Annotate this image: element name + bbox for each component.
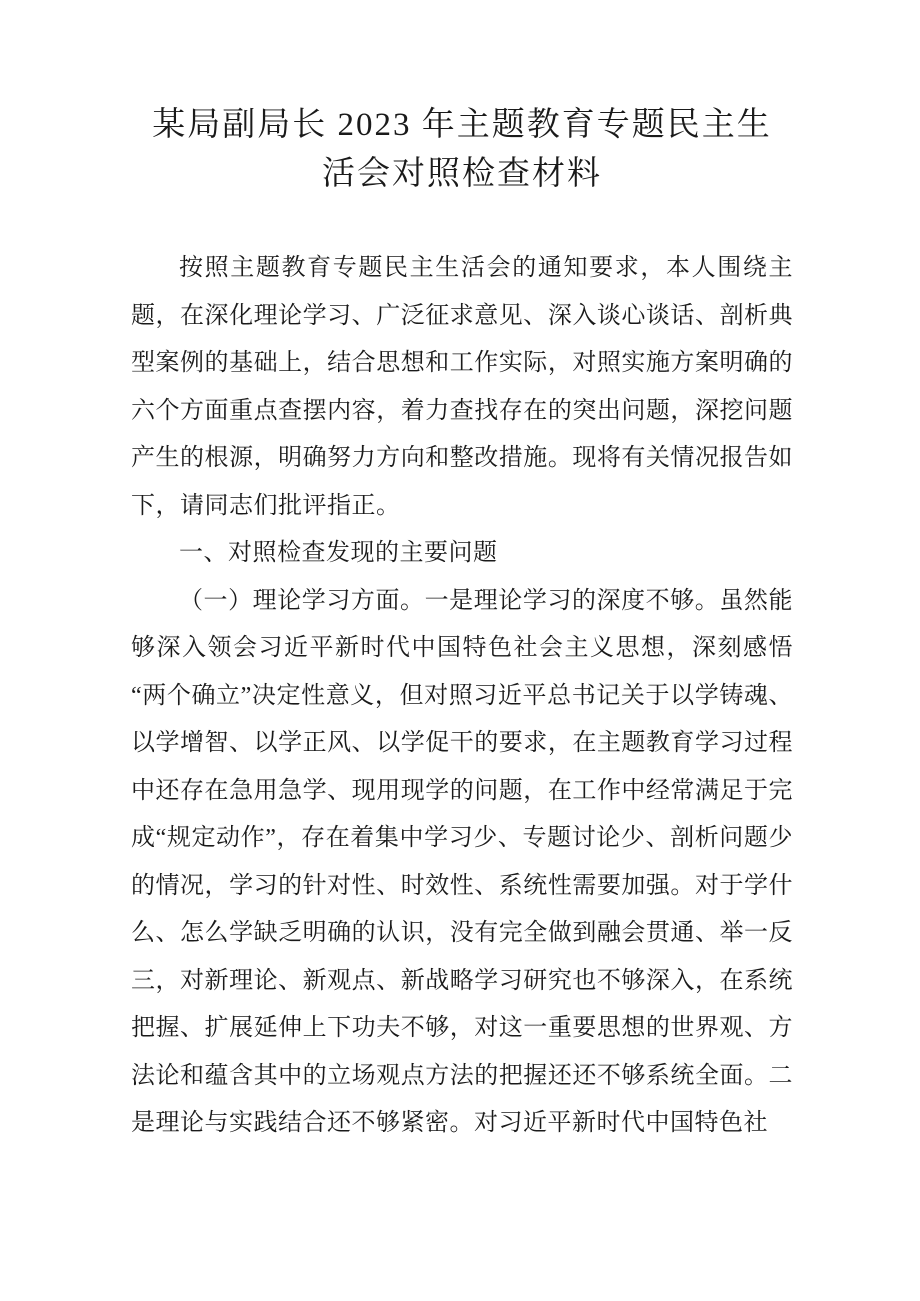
- paragraph-section-1: （一）理论学习方面。一是理论学习的深度不够。虽然能够深入领会习近平新时代中国特色社会主义思想，深刻感悟“两个确立”决定性意义，但对照习近平总书记关于以学铸魂、以学增智、以学正风、以学促干的要求，在主题教育学习过程中还存在急用急学、现用现学的问题，在工作中经常满足于完成“规定动作”，存在着集中学习少、专题讨论少、剖析问题少的情况，学习的针对性、时效性、系统性需要加强。对于学什么、怎么学缺乏明确的认识，没有完全做到融会贯通、举一反三，对新理论、新观点、新战略学习研究也不够深入，在系统把握、扩展延伸上下功夫不够，对这一重要思想的世界观、方法论和蕴含其中的立场观点方法的把握还还不够系统全面。二是理论与实践结合还不够紧密。对习近平新时代中国特色社: [131, 587, 793, 1136]
- section-heading-1: 一、对照检查发现的主要问题: [179, 540, 498, 566]
- title-line-1: 某局副局长 2023 年主题教育专题民主生: [152, 107, 772, 143]
- title-line-2: 活会对照检查材料: [322, 156, 602, 192]
- paragraph-intro: 按照主题教育专题民主生活会的通知要求，本人围绕主题，在深化理论学习、广泛征求意见、深入谈心谈话、剖析典型案例的基础上，结合思想和工作实际，对照实施方案明确的六个方面重点查摆内容，着力查找存在的突出问题，深挖问题产生的根源，明确努力方向和整改措施。现将有关情况报告如下，请同志们批评指正。: [131, 255, 793, 519]
- document-body: [131, 245, 793, 1148]
- document-title: [131, 101, 793, 199]
- text-column: [131, 101, 793, 1148]
